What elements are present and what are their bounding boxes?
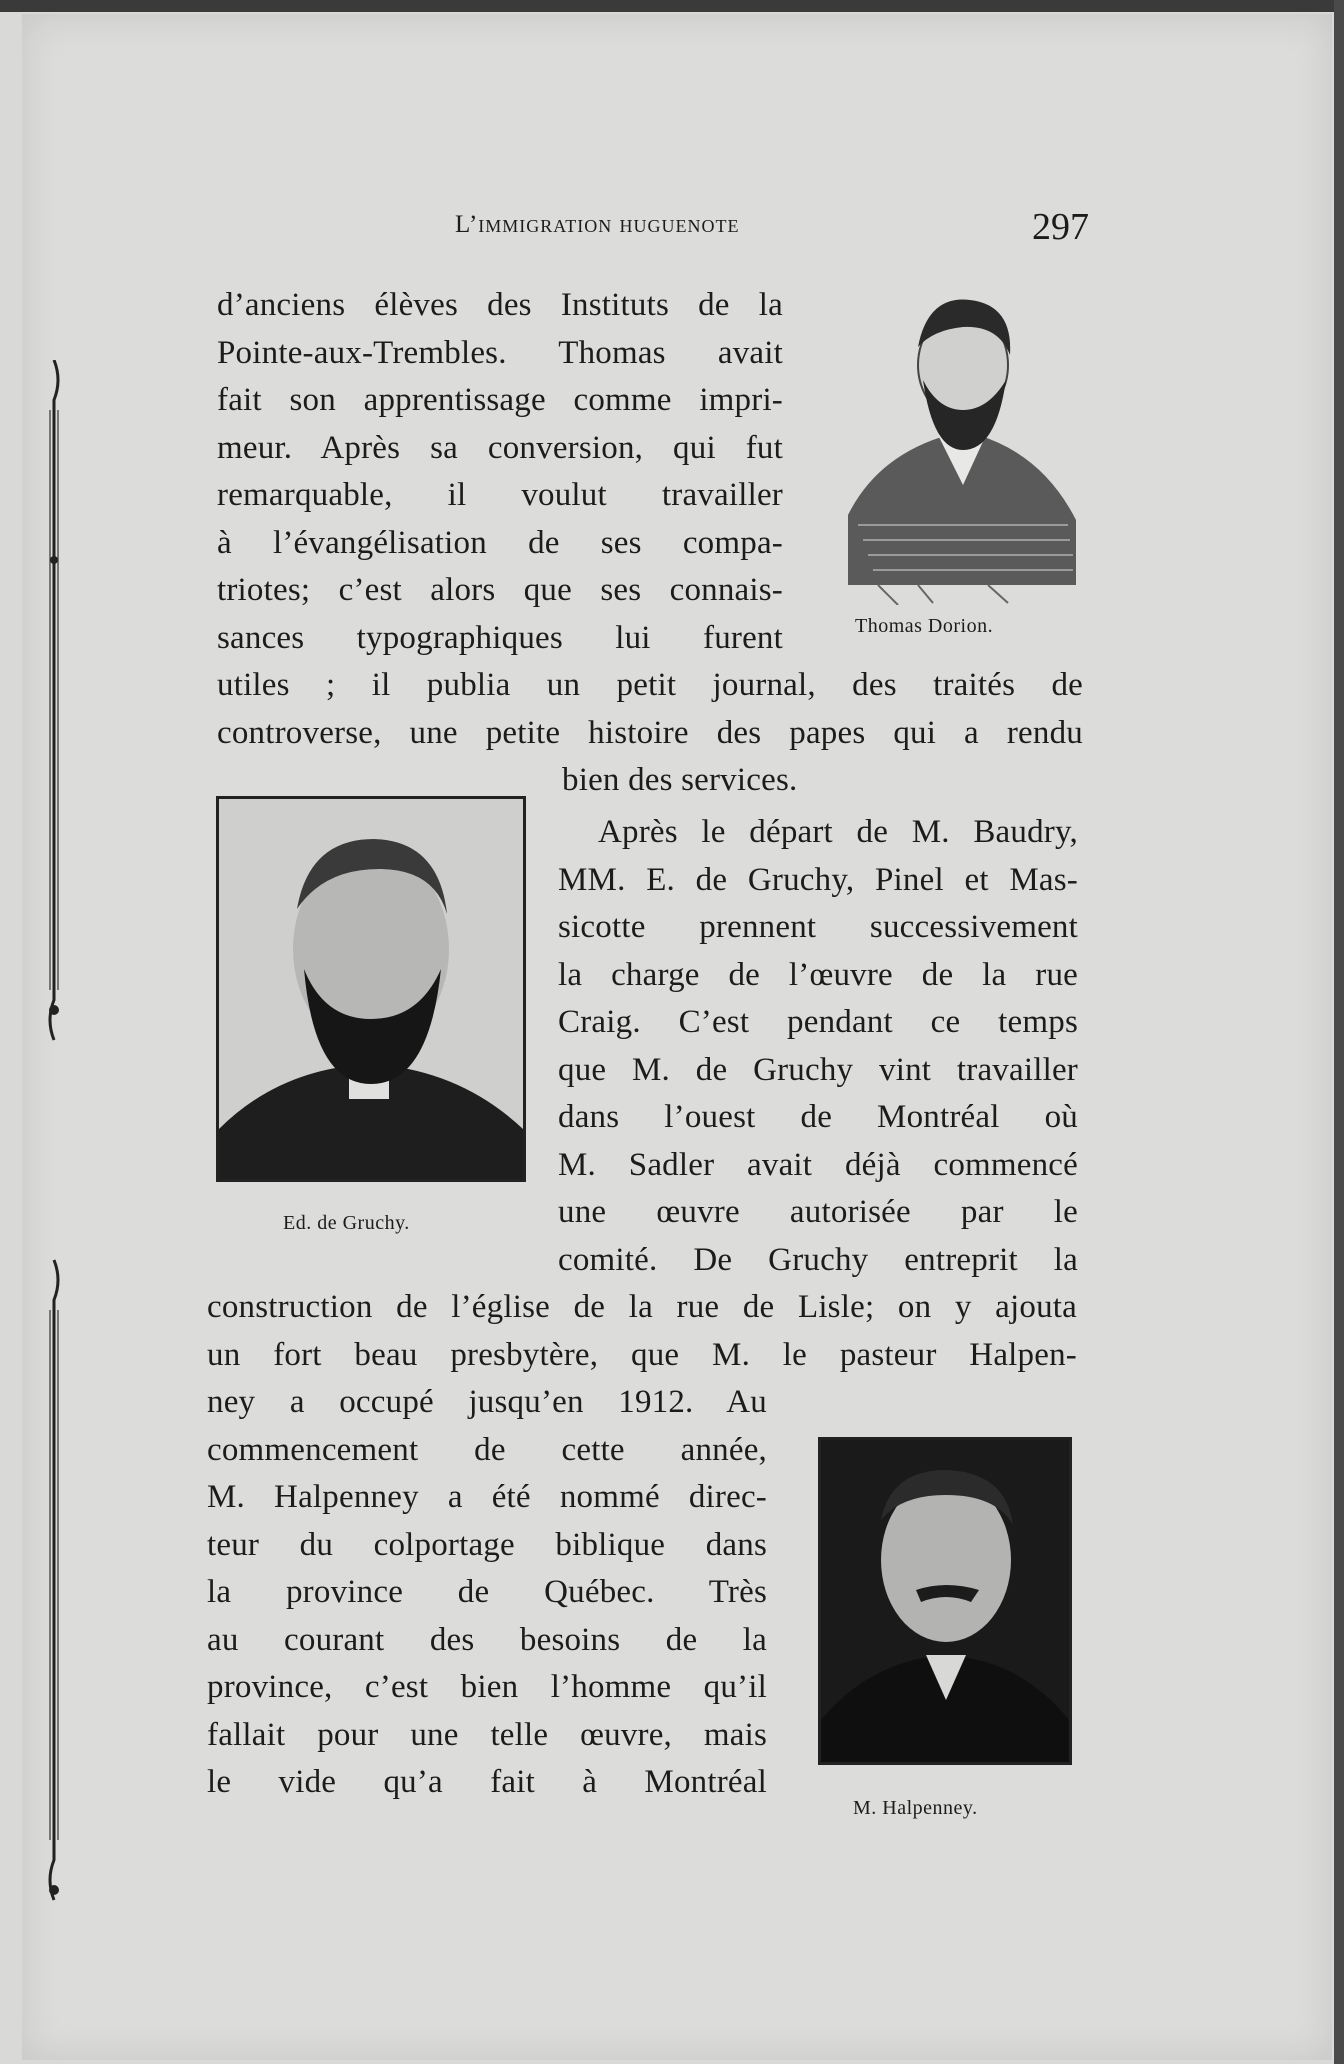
photo-portrait bbox=[821, 1440, 1069, 1762]
text-line: MM. E. de Gruchy, Pinel et Mas- bbox=[558, 861, 1078, 898]
page-number: 297 bbox=[1032, 206, 1089, 248]
scan-top-edge bbox=[0, 0, 1344, 12]
text-line: que M. de Gruchy vint travailler bbox=[558, 1051, 1078, 1088]
text-line: bien des services. bbox=[562, 762, 798, 798]
caption-thomas-dorion: Thomas Dorion. bbox=[855, 615, 994, 637]
text-line: le vide qu’a fait à Montréal bbox=[207, 1764, 767, 1800]
portrait-m-halpenney bbox=[818, 1437, 1072, 1765]
text-line: la charge de l’œuvre de la rue bbox=[558, 956, 1078, 993]
text-line: remarquable, il voulut travailler bbox=[217, 477, 783, 513]
text-line: Craig. C’est pendant ce temps bbox=[558, 1004, 1078, 1040]
text-line: ney a occupé jusqu’en 1912. Au bbox=[207, 1384, 767, 1420]
text-line: utiles ; il publia un petit journal, des traités de bbox=[217, 667, 1083, 703]
text-line: M. Sadler avait déjà commencé bbox=[558, 1146, 1078, 1183]
paragraph-2 bbox=[558, 809, 1078, 1284]
text-line: au courant des besoins de la bbox=[207, 1621, 767, 1658]
caption-ed-de-gruchy: Ed. de Gruchy. bbox=[283, 1212, 410, 1234]
text-line: fait son apprentissage comme impri- bbox=[217, 382, 783, 418]
text-line: controverse, une petite histoire des papes qui a rendu bbox=[217, 714, 1083, 751]
engraved-portrait bbox=[838, 285, 1083, 605]
caption-m-halpenney: M. Halpenney. bbox=[853, 1797, 978, 1819]
text-line: teur du colportage biblique dans bbox=[207, 1526, 767, 1563]
text-line: province, c’est bien l’homme qu’il bbox=[207, 1669, 767, 1705]
text-line: à l’évangélisation de ses compa- bbox=[217, 524, 783, 561]
text-line: Pointe-aux-Trembles. Thomas avait bbox=[217, 334, 783, 371]
text-line: sances typographiques lui furent bbox=[217, 619, 783, 656]
text-line: la province de Québec. Très bbox=[207, 1574, 767, 1610]
scan-right-edge bbox=[1334, 0, 1344, 2064]
binding-thread bbox=[40, 360, 68, 1920]
text-line: d’anciens élèves des Instituts de la bbox=[217, 287, 783, 323]
portrait-ed-de-gruchy bbox=[216, 796, 526, 1182]
running-title: L’immigration huguenote bbox=[455, 211, 740, 238]
running-header bbox=[0, 205, 1344, 248]
photo-portrait bbox=[219, 799, 523, 1179]
text-line: comité. De Gruchy entreprit la bbox=[558, 1241, 1078, 1278]
text-line: commencement de cette année, bbox=[207, 1431, 767, 1468]
text-line: dans l’ouest de Montréal où bbox=[558, 1099, 1078, 1135]
text-line: meur. Après sa conversion, qui fut bbox=[217, 429, 783, 466]
portrait-thomas-dorion bbox=[838, 285, 1083, 605]
text-line: un fort beau presbytère, que M. le pasteur Halpen- bbox=[207, 1336, 1077, 1373]
text-line: Après le départ de M. Baudry, bbox=[598, 814, 1078, 850]
text-line: triotes; c’est alors que ses connais- bbox=[217, 572, 783, 608]
text-line: M. Halpenney a été nommé direc- bbox=[207, 1479, 767, 1515]
text-line: une œuvre autorisée par le bbox=[558, 1194, 1078, 1230]
text-line: sicotte prennent successivement bbox=[558, 909, 1078, 945]
text-line: fallait pour une telle œuvre, mais bbox=[207, 1716, 767, 1753]
text-line: construction de l’église de la rue de Lisle; on y ajouta bbox=[207, 1289, 1077, 1325]
